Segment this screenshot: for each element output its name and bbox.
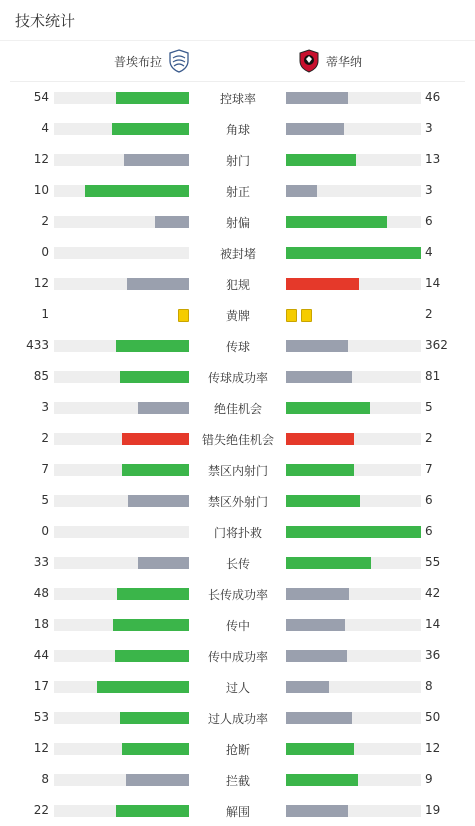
away-bar: [286, 340, 348, 352]
stat-row: [0, 206, 475, 237]
section-header: [0, 0, 475, 41]
home-bar-track: [54, 650, 189, 662]
stat-row: [0, 640, 475, 671]
stat-row: [0, 82, 475, 113]
away-cards: [286, 309, 312, 322]
home-bar-track: [54, 774, 189, 786]
home-bar: [124, 154, 189, 166]
away-bar: [286, 464, 354, 476]
stat-label: 犯规: [225, 278, 250, 292]
away-value: 6: [425, 524, 433, 538]
away-value: 2: [425, 307, 433, 321]
home-bar-track: [54, 805, 189, 817]
home-value: 433: [26, 338, 49, 352]
home-value: 10: [33, 183, 49, 197]
home-bar: [116, 92, 189, 104]
away-value: 6: [425, 493, 433, 507]
away-value: 50: [425, 710, 441, 724]
away-bar-track: [286, 650, 421, 662]
away-value: 9: [425, 772, 433, 786]
home-value: 54: [33, 90, 49, 104]
home-team[interactable]: [114, 41, 196, 81]
home-value: 48: [33, 586, 49, 600]
stat-label: 绝佳机会: [213, 402, 262, 416]
away-bar-track: [286, 526, 421, 538]
away-bar: [286, 681, 329, 693]
away-bar: [286, 92, 348, 104]
stat-label: 禁区内射门: [207, 464, 268, 478]
home-bar: [127, 278, 189, 290]
home-value: 2: [41, 214, 49, 228]
home-bar: [122, 743, 190, 755]
stat-row: [0, 113, 475, 144]
yellow-card-icon: [286, 309, 297, 322]
away-bar: [286, 805, 348, 817]
home-bar-track: [54, 371, 189, 383]
stat-label: 门将扑救: [213, 526, 262, 540]
home-bar: [112, 123, 189, 135]
home-value: 3: [41, 400, 49, 414]
stats-list: [0, 82, 475, 826]
home-cards: [178, 309, 189, 322]
away-bar-track: [286, 495, 421, 507]
away-bar-track: [286, 557, 421, 569]
away-team-crest-icon: [298, 49, 320, 73]
stat-row: [0, 609, 475, 640]
home-bar-track: [54, 712, 189, 724]
stat-row: [0, 361, 475, 392]
away-bar-track: [286, 340, 421, 352]
home-bar-track: [54, 743, 189, 755]
away-bar-track: [286, 588, 421, 600]
away-value: 5: [425, 400, 433, 414]
stat-row: [0, 485, 475, 516]
home-bar: [126, 774, 189, 786]
home-value: 7: [41, 462, 49, 476]
home-bar: [138, 557, 189, 569]
home-value: 44: [33, 648, 49, 662]
home-bar-track: [54, 247, 189, 259]
away-bar: [286, 154, 356, 166]
stat-label: 射门: [225, 154, 250, 168]
home-bar: [155, 216, 189, 228]
yellow-card-icon: [301, 309, 312, 322]
home-bar-track: [54, 154, 189, 166]
away-team[interactable]: [292, 41, 362, 81]
home-bar: [116, 340, 189, 352]
teams-header: [10, 41, 465, 82]
away-bar: [286, 743, 354, 755]
away-value: 2: [425, 431, 433, 445]
away-value: 46: [425, 90, 441, 104]
stat-label: 长传成功率: [207, 588, 268, 602]
away-value: 7: [425, 462, 433, 476]
home-bar: [97, 681, 189, 693]
away-value: 14: [425, 276, 441, 290]
away-bar: [286, 557, 371, 569]
home-bar-track: [54, 557, 189, 569]
away-value: 81: [425, 369, 441, 383]
home-bar-track: [54, 433, 189, 445]
away-value: 55: [425, 555, 441, 569]
away-team-name: 蒂华纳: [326, 54, 363, 69]
stat-row: [0, 454, 475, 485]
home-bar-track: [54, 402, 189, 414]
home-bar-track: [54, 681, 189, 693]
away-bar: [286, 495, 360, 507]
away-value: 3: [425, 121, 433, 135]
home-value: 2: [41, 431, 49, 445]
away-bar-track: [286, 154, 421, 166]
stat-label: 解围: [225, 805, 250, 819]
away-bar: [286, 402, 370, 414]
stat-row: [0, 299, 475, 330]
away-bar-track: [286, 371, 421, 383]
stat-label: 传球成功率: [207, 371, 268, 385]
home-bar-track: [54, 216, 189, 228]
stat-row: [0, 392, 475, 423]
stat-row: [0, 423, 475, 454]
away-value: 362: [425, 338, 448, 352]
stat-row: [0, 268, 475, 299]
home-bar: [120, 371, 189, 383]
away-bar-track: [286, 805, 421, 817]
home-bar-track: [54, 92, 189, 104]
away-bar-track: [286, 247, 421, 259]
away-value: 13: [425, 152, 441, 166]
home-bar-track: [54, 340, 189, 352]
away-bar-track: [286, 464, 421, 476]
stat-row: [0, 764, 475, 795]
home-value: 12: [33, 741, 49, 755]
home-bar: [138, 402, 189, 414]
away-bar-track: [286, 681, 421, 693]
home-value: 18: [33, 617, 49, 631]
away-bar: [286, 619, 345, 631]
stat-row: [0, 795, 475, 826]
page-title: 技术统计: [15, 11, 76, 30]
home-bar: [117, 588, 189, 600]
home-value: 85: [33, 369, 49, 383]
away-bar-track: [286, 433, 421, 445]
stat-label: 禁区外射门: [207, 495, 268, 509]
stat-label: 角球: [225, 123, 250, 137]
home-value: 53: [33, 710, 49, 724]
away-value: 4: [425, 245, 433, 259]
stat-label: 控球率: [219, 92, 256, 106]
home-bar-track: [54, 495, 189, 507]
home-value: 8: [41, 772, 49, 786]
home-team-crest-icon: [168, 49, 190, 73]
home-value: 4: [41, 121, 49, 135]
stat-row: [0, 733, 475, 764]
away-bar-track: [286, 92, 421, 104]
away-bar: [286, 526, 421, 538]
home-bar-track: [54, 464, 189, 476]
away-bar-track: [286, 216, 421, 228]
away-bar-track: [286, 743, 421, 755]
away-bar: [286, 371, 352, 383]
stat-label: 过人成功率: [207, 712, 268, 726]
home-value: 33: [33, 555, 49, 569]
home-bar-track: [54, 619, 189, 631]
home-bar: [128, 495, 189, 507]
away-bar: [286, 774, 358, 786]
home-bar: [120, 712, 189, 724]
stat-label: 拦截: [225, 774, 250, 788]
stat-label: 射偏: [225, 216, 250, 230]
stat-label: 抢断: [225, 743, 250, 757]
home-bar: [115, 650, 189, 662]
away-bar: [286, 433, 354, 445]
away-bar: [286, 216, 387, 228]
home-value: 17: [33, 679, 49, 693]
away-bar-track: [286, 712, 421, 724]
away-value: 6: [425, 214, 433, 228]
stat-row: [0, 175, 475, 206]
away-bar-track: [286, 123, 421, 135]
away-bar-track: [286, 619, 421, 631]
home-bar-track: [54, 185, 189, 197]
away-value: 42: [425, 586, 441, 600]
away-value: 8: [425, 679, 433, 693]
stat-label: 传中成功率: [207, 650, 268, 664]
stat-label: 过人: [225, 681, 250, 695]
home-bar: [122, 433, 190, 445]
home-bar-track: [54, 278, 189, 290]
home-value: 22: [33, 803, 49, 817]
away-bar: [286, 123, 344, 135]
away-bar: [286, 278, 359, 290]
home-bar-track: [54, 588, 189, 600]
stat-label: 射正: [225, 185, 250, 199]
home-value: 0: [41, 245, 49, 259]
home-value: 12: [33, 152, 49, 166]
stat-row: [0, 547, 475, 578]
away-value: 14: [425, 617, 441, 631]
stat-label: 被封堵: [219, 247, 256, 261]
home-value: 12: [33, 276, 49, 290]
home-bar: [85, 185, 189, 197]
stat-row: [0, 330, 475, 361]
stat-row: [0, 671, 475, 702]
home-bar-track: [54, 526, 189, 538]
stat-label: 传中: [225, 619, 250, 633]
away-bar: [286, 185, 317, 197]
stat-label: 传球: [225, 340, 250, 354]
away-value: 19: [425, 803, 441, 817]
away-bar-track: [286, 402, 421, 414]
stat-row: [0, 702, 475, 733]
away-bar: [286, 247, 421, 259]
home-bar: [113, 619, 189, 631]
home-value: 0: [41, 524, 49, 538]
away-bar-track: [286, 774, 421, 786]
away-bar: [286, 712, 352, 724]
stat-row: [0, 516, 475, 547]
away-bar-track: [286, 278, 421, 290]
stat-label: 错失绝佳机会: [201, 433, 274, 447]
stat-row: [0, 578, 475, 609]
away-value: 3: [425, 183, 433, 197]
home-bar-track: [54, 123, 189, 135]
stat-row: [0, 237, 475, 268]
away-bar: [286, 650, 347, 662]
home-bar: [122, 464, 190, 476]
home-value: 1: [41, 307, 49, 321]
stat-label: 黄牌: [225, 309, 250, 323]
away-value: 12: [425, 741, 441, 755]
home-team-name: 普埃布拉: [114, 54, 163, 69]
home-bar: [116, 805, 189, 817]
yellow-card-icon: [178, 309, 189, 322]
away-value: 36: [425, 648, 441, 662]
away-bar-track: [286, 185, 421, 197]
stat-row: [0, 144, 475, 175]
stat-label: 长传: [225, 557, 250, 571]
home-value: 5: [41, 493, 49, 507]
away-bar: [286, 588, 349, 600]
